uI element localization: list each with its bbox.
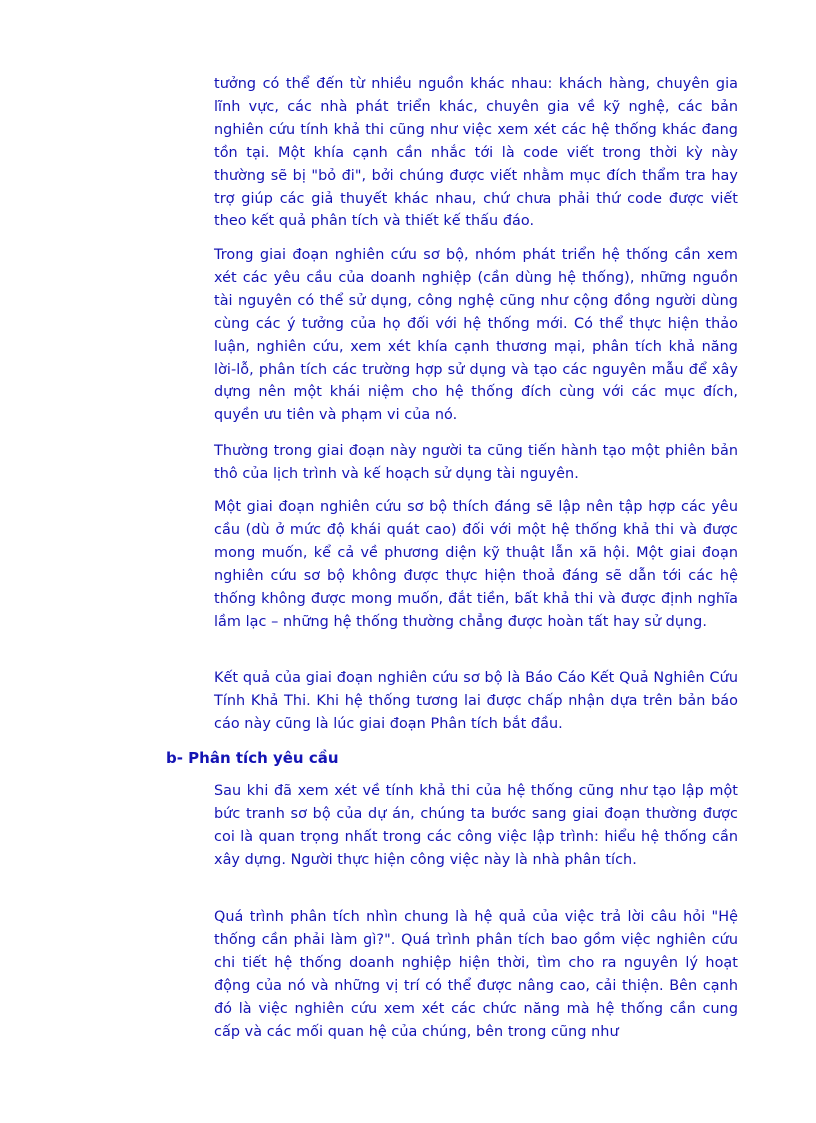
paragraph-preliminary-study: Trong giai đoạn nghiên cứu sơ bộ, nhóm phát triển hệ thống cần xem xét các yêu cầu của doanh nghiệp (cần dùng hệ thống), những nguồn tài nguyên có thể sử dụng, công nghệ cũng như cộng đồng người dùng cùng các ý tưởng của họ đối với hệ thống mới. Có thể thực hiện thảo luận, nghiên cứu, xem xét khía cạnh thương mại, phân tích khả năng lời-lỗ, phân tích các trường hợp sử dụng và tạo các nguyên mẫu để xây dựng nên một khái niệm cho hệ thống đích cùng với các mục đích, quyền ưu tiên và phạm vi của nó. xyxy=(214,247,738,424)
section-heading: b- Phân tích yêu cầu xyxy=(166,749,339,767)
paragraph-requirements-set: Một giai đoạn nghiên cứu sơ bộ thích đáng sẽ lập nên tập hợp các yêu cầu (dù ở mức độ khái quát cao) đối với một hệ thống khả thi và được mong muốn, kể cả về phương diện kỹ thuật lẫn xã hội. Một giai đoạn nghiên cứu sơ bộ không được thực hiện thoả đáng sẽ dẫn tới các hệ thống không được mong muốn, đắt tiền, bất khả thi và được định nghĩa lầm lạc – những hệ thống thường chẳng được hoàn tất hay sử dụng. xyxy=(214,499,738,630)
paragraph-analysis-process: Quá trình phân tích nhìn chung là hệ quả của việc trả lời câu hỏi "Hệ thống cần phải làm gì?". Quá trình phân tích bao gồm việc nghiên cứu chi tiết hệ thống doanh nghiệp hiện thời, tìm cho ra nguyên lý hoạt động của nó và những vị trí có thể được nâng cao, cải thiện. Bên cạnh đó là việc nghiên cứu xem xét các chức năng mà hệ thống cần cung cấp và các mối quan hệ của chúng, bên trong cũng như xyxy=(214,909,738,1040)
paragraph-schedule-draft: Thường trong giai đoạn này người ta cũng tiến hành tạo một phiên bản thô của lịch trình và kế hoạch sử dụng tài nguyên. xyxy=(214,443,738,482)
paragraph-sources-of-ideas: tưởng có thể đến từ nhiều nguồn khác nhau: khách hàng, chuyên gia lĩnh vực, các nhà phát triển khác, chuyên gia về kỹ nghệ, các bản nghiên cứu tính khả thi cũng như việc xem xét các hệ thống khác đang tồn tại. Một khía cạnh cần nhắc tới là code viết trong thời kỳ này thường sẽ bị "bỏ đi", bởi chúng được viết nhằm mục đích thẩm tra hay trợ giúp các giả thuyết khác nhau, chứ chưa phải thứ code được viết theo kết quả phân tích và thiết kế thấu đáo. xyxy=(214,76,738,230)
paragraph-analysis-intro: Sau khi đã xem xét về tính khả thi của hệ thống cũng như tạo lập một bức tranh sơ bộ của dự án, chúng ta bước sang giai đoạn thường được coi là quan trọng nhất trong các công việc lập trình: hiểu hệ thống cần xây dựng. Người thực hiện công việc này là nhà phân tích. xyxy=(214,783,738,868)
paragraph-feasibility-report: Kết quả của giai đoạn nghiên cứu sơ bộ là Báo Cáo Kết Quả Nghiên Cứu Tính Khả Thi. Khi hệ thống tương lai được chấp nhận dựa trên bản báo cáo này cũng là lúc giai đoạn Phân tích bắt đầu. xyxy=(214,670,738,732)
